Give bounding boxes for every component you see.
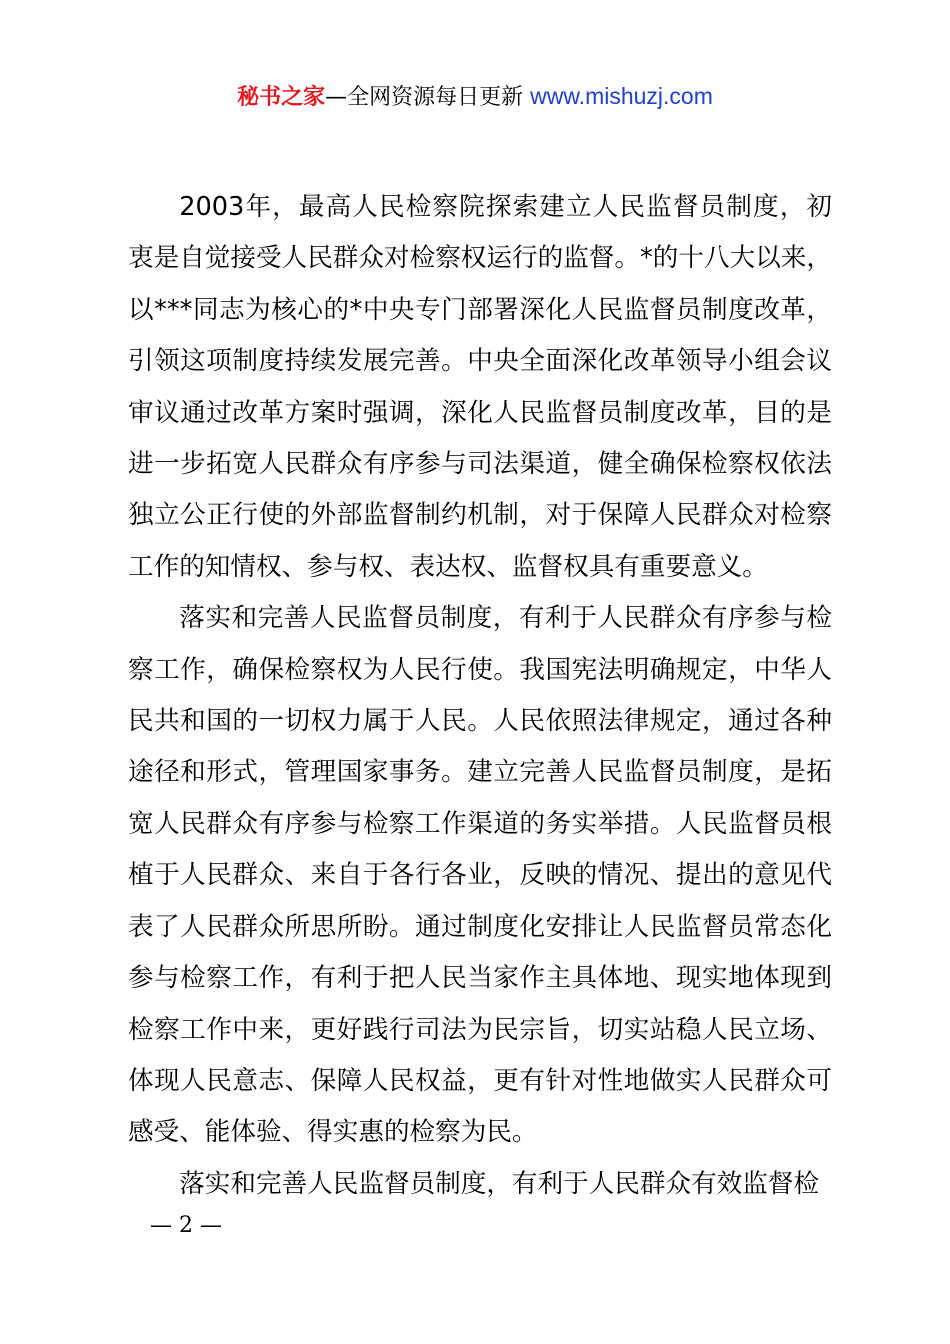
paragraph-1: 2003年，最高人民检察院探索建立人民监督员制度，初衷是自觉接受人民群众对检察权运行的监督。*的十八大以来，以***同志为核心的*中央专门部署深化人民监督员制度改革，引领这项制度持续发展完善。中央全面深化改革领导小组会议审议通过改革方案时强调，深化人民监督员制度改革，目的是进一步拓宽人民群众有序参与司法渠道，健全确保检察权依法独立公正行使的外部监督制约机制，对于保障人民群众对检察工作的知情权、参与权、表达权、监督权具有重要意义。 — [128, 192, 832, 582]
site-tagline: —全网资源每日更新 — [325, 85, 524, 110]
site-banner — [0, 80, 950, 114]
paragraph-3: 落实和完善人民监督员制度，有利于人民群众有效监督检 — [179, 1168, 820, 1199]
site-brand: 秘书之家 — [237, 85, 326, 110]
site-url-link[interactable]: www.mishuzj.com — [530, 83, 713, 109]
document-body — [128, 182, 832, 1210]
page-number: — 2 — — [150, 1213, 222, 1238]
paragraph-2: 落实和完善人民监督员制度，有利于人民群众有序参与检察工作，确保检察权为人民行使。我国宪法明确规定，中华人民共和国的一切权力属于人民。人民依照法律规定，通过各种途径和形式，管理国家事务。建立完善人民监督员制度，是拓宽人民群众有序参与检察工作渠道的务实举措。人民监督员根植于人民群众、来自于各行各业，反映的情况、提出的意见代表了人民群众所思所盼。通过制度化安排让人民监督员常态化参与检察工作，有利于把人民当家作主具体地、现实地体现到检察工作中来，更好践行司法为民宗旨，切实站稳人民立场、体现人民意志、保障人民权益，更有针对性地做实人民群众可感受、能体验、得实惠的检察为民。 — [128, 603, 832, 1148]
